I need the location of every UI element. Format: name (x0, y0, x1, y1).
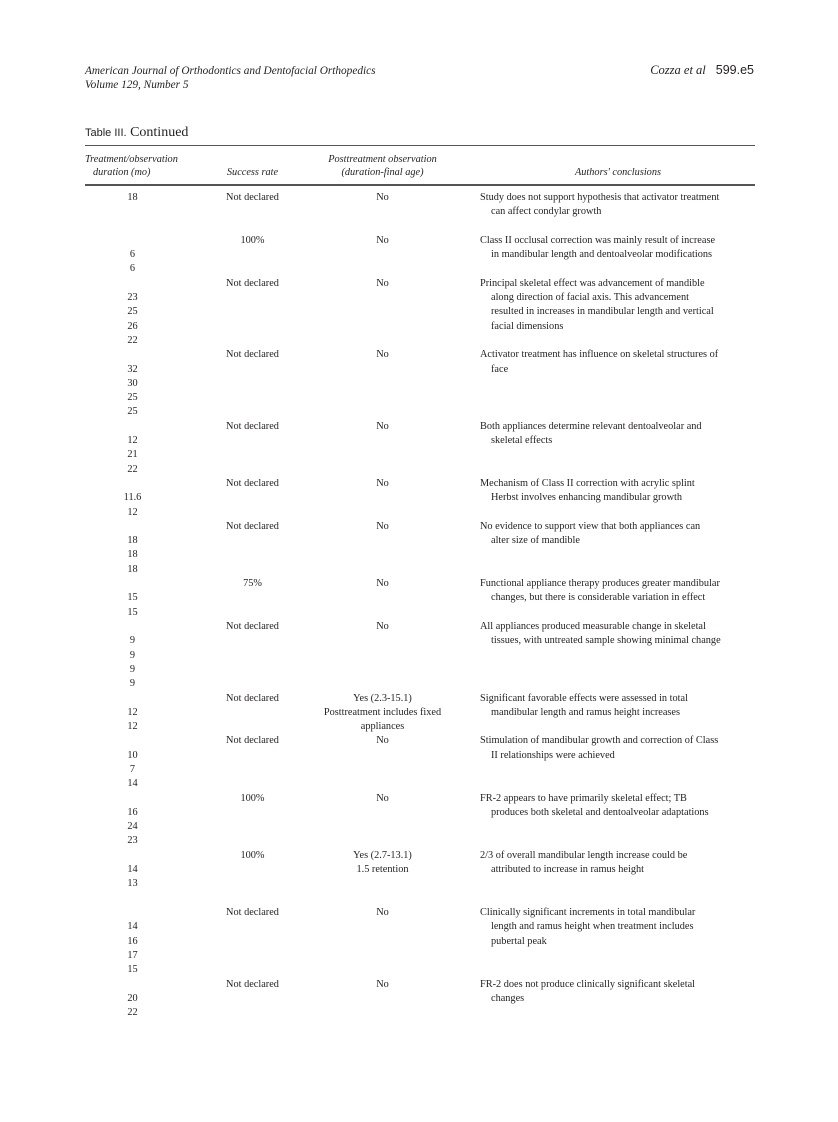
conclusion-cell (480, 420, 756, 449)
duration-value: 16 (127, 935, 138, 947)
conclusion-line: changes, but there is considerable variation in effect (491, 592, 706, 604)
success-rate-cell: Not declared (226, 192, 279, 203)
conclusion-line: produces both skeletal and dentoalveolar adaptations (491, 806, 709, 818)
conclusion-line: 2/3 of overall mandibular length increase could be (480, 849, 688, 861)
success-rate-cell: Not declared (226, 520, 279, 532)
running-header-journal (85, 64, 376, 92)
posttreatment-line: Posttreatment includes fixed (323, 706, 442, 718)
col-header-duration (85, 153, 197, 179)
duration-value: 23 (127, 835, 138, 847)
posttreatment-cell (300, 234, 465, 248)
duration-cell (85, 863, 180, 892)
conclusion-cell (480, 620, 756, 649)
running-header-right (650, 63, 754, 78)
table-title (85, 125, 188, 141)
col-header-duration-line1: Treatment/observation (85, 154, 178, 165)
duration-value: 12 (127, 706, 138, 718)
duration-value: 22 (127, 334, 138, 346)
success-rate-cell: 75% (243, 578, 262, 590)
conclusion-cell (480, 520, 756, 549)
posttreatment-line: No (376, 234, 389, 246)
posttreatment-line: No (376, 420, 389, 432)
duration-value: 25 (127, 306, 138, 318)
conclusion-cell (480, 978, 756, 1007)
col-header-post-line1: Posttreatment observation (328, 154, 437, 165)
table-label: Table III. (85, 127, 127, 139)
posttreatment-cell (300, 520, 465, 534)
success-rate-cell: 100% (240, 234, 265, 246)
duration-value: 32 (127, 363, 138, 375)
duration-value: 18 (127, 549, 138, 561)
duration-cell (85, 749, 180, 792)
duration-value: 24 (127, 821, 138, 833)
table-caption: Continued (130, 125, 189, 140)
success-rate-cell: Not declared (226, 692, 279, 704)
success-rate-cell: Not declared (226, 420, 279, 432)
posttreatment-line: appliances (360, 721, 405, 733)
duration-value: 18 (127, 192, 138, 203)
posttreatment-cell (300, 906, 465, 920)
conclusion-line: Herbst involves enhancing mandibular growth (491, 492, 683, 504)
duration-cell (85, 291, 180, 348)
conclusion-cell (480, 792, 756, 821)
posttreatment-line: No (376, 349, 389, 361)
posttreatment-line: No (376, 578, 389, 590)
conclusion-line: Activator treatment has influence on skeletal structures of (480, 349, 719, 361)
conclusion-line: mandibular length and ramus height increases (491, 706, 681, 718)
duration-cell (85, 363, 180, 420)
posttreatment-cell (300, 420, 465, 434)
duration-cell (85, 191, 180, 205)
col-header-posttreatment (300, 153, 465, 179)
posttreatment-cell (300, 477, 465, 491)
conclusion-line: along direction of facial axis. This advancement (491, 292, 689, 304)
conclusion-line: All appliances produced measurable change in skeletal (480, 621, 706, 632)
posttreatment-line: No (376, 792, 389, 804)
duration-value: 11.6 (123, 492, 142, 504)
duration-value: 25 (127, 406, 138, 418)
conclusion-line: tissues, with untreated sample showing minimal change (491, 635, 721, 647)
success-rate-cell: Not declared (226, 478, 279, 489)
journal-volume: Volume 129, Number 5 (85, 79, 189, 91)
conclusion-line: alter size of mandible (491, 535, 580, 547)
posttreatment-cell (300, 620, 465, 634)
conclusion-cell (480, 849, 756, 878)
duration-value: 14 (127, 921, 138, 933)
duration-value: 22 (127, 1007, 138, 1019)
duration-value: 13 (127, 878, 138, 890)
duration-cell (85, 634, 180, 691)
table-top-rule (85, 145, 755, 146)
duration-value: 16 (127, 806, 138, 818)
posttreatment-cell (300, 191, 465, 205)
duration-value: 15 (127, 592, 138, 604)
conclusion-cell (480, 277, 756, 334)
duration-value: 9 (129, 635, 136, 647)
conclusion-line: Mechanism of Class II correction with acrylic splint (480, 478, 695, 489)
posttreatment-line: No (376, 192, 389, 203)
conclusion-line: Both appliances determine relevant dentoalveolar and (480, 420, 702, 432)
conclusion-line: Functional appliance therapy produces greater mandibular (480, 578, 720, 590)
duration-value: 12 (127, 721, 138, 733)
conclusion-line: facial dimensions (491, 320, 564, 332)
posttreatment-cell (300, 577, 465, 591)
duration-value: 9 (129, 649, 136, 661)
conclusion-line: in mandibular length and dentoalveolar modifications (491, 249, 713, 261)
duration-cell (85, 806, 180, 849)
posttreatment-line: Yes (2.7-13.1) (353, 849, 412, 861)
posttreatment-cell (300, 734, 465, 748)
conclusion-line: attributed to increase in ramus height (491, 864, 644, 876)
success-rate-cell: Not declared (226, 621, 279, 632)
duration-value: 15 (127, 964, 138, 976)
conclusion-cell (480, 348, 756, 377)
duration-cell (85, 491, 180, 520)
conclusion-line: Class II occlusal correction was mainly result of increase (480, 234, 716, 246)
page-number: 599.e5 (715, 63, 754, 77)
conclusion-line: face (491, 363, 509, 375)
posttreatment-cell (300, 692, 465, 735)
duration-value: 6 (129, 263, 136, 275)
success-rate-cell: Not declared (226, 277, 279, 289)
duration-value: 9 (129, 678, 136, 690)
success-rate-cell: Not declared (226, 907, 279, 918)
duration-value: 23 (127, 292, 138, 304)
conclusion-line: length and ramus height when treatment includes (491, 921, 694, 933)
duration-value: 22 (127, 463, 138, 475)
success-rate-cell: 100% (240, 792, 265, 804)
conclusion-cell (480, 906, 756, 949)
conclusion-line: Clinically significant increments in total mandibular (480, 907, 696, 918)
conclusion-line: skeletal effects (491, 435, 553, 447)
posttreatment-line: 1.5 retention (356, 864, 409, 876)
table-header-rule (85, 184, 755, 186)
col-header-conclusions: Authors' conclusions (574, 167, 661, 178)
conclusion-line: can affect condylar growth (491, 206, 602, 218)
posttreatment-cell (300, 849, 465, 878)
duration-value: 7 (129, 763, 136, 775)
col-header-success: Success rate (226, 167, 279, 178)
posttreatment-cell (300, 792, 465, 806)
duration-cell (85, 706, 180, 735)
conclusion-line: changes (491, 992, 525, 1004)
conclusion-line: resulted in increases in mandibular length and vertical (491, 306, 714, 318)
duration-value: 25 (127, 392, 138, 404)
conclusion-line: No evidence to support view that both appliances can (480, 520, 701, 532)
conclusion-cell (480, 692, 756, 721)
conclusion-cell (480, 734, 756, 763)
col-header-duration-line2: duration (mo) (93, 167, 151, 178)
col-header-post-line2: (duration-final age) (341, 167, 424, 178)
duration-value: 30 (127, 377, 138, 389)
conclusion-line: Stimulation of mandibular growth and correction of Class (480, 735, 719, 747)
conclusion-line: Study does not support hypothesis that activator treatment (480, 192, 720, 203)
duration-cell (85, 591, 180, 620)
conclusion-cell (480, 577, 756, 606)
posttreatment-line: No (376, 621, 389, 632)
conclusion-line: FR-2 does not produce clinically significant skeletal (480, 978, 696, 990)
duration-value: 6 (129, 249, 136, 261)
duration-cell (85, 534, 180, 577)
posttreatment-line: No (376, 978, 389, 990)
conclusion-cell (480, 191, 756, 220)
duration-cell (85, 434, 180, 477)
posttreatment-cell (300, 277, 465, 291)
posttreatment-line: No (376, 907, 389, 918)
duration-value: 17 (127, 949, 138, 961)
success-rate-cell: Not declared (226, 978, 279, 990)
duration-value: 18 (127, 535, 138, 547)
posttreatment-line: No (376, 735, 389, 747)
duration-value: 12 (127, 435, 138, 447)
duration-value: 14 (127, 778, 138, 790)
duration-value: 10 (127, 749, 138, 761)
success-rate-cell: Not declared (226, 349, 279, 361)
conclusion-cell (480, 477, 756, 506)
duration-cell (85, 248, 180, 277)
duration-value: 21 (127, 449, 138, 461)
posttreatment-cell (300, 978, 465, 992)
posttreatment-line: No (376, 520, 389, 532)
duration-value: 14 (127, 864, 138, 876)
duration-value: 12 (127, 506, 138, 518)
journal-name: American Journal of Orthodontics and Dentofacial Orthopedics (85, 65, 376, 77)
duration-value: 15 (127, 606, 138, 618)
conclusion-line: II relationships were achieved (491, 749, 615, 761)
posttreatment-line: Yes (2.3-15.1) (353, 692, 412, 704)
duration-cell (85, 992, 180, 1021)
duration-value: 20 (127, 992, 138, 1004)
duration-value: 26 (127, 320, 138, 332)
duration-cell (85, 920, 180, 977)
conclusion-line: pubertal peak (491, 935, 547, 947)
conclusion-line: Principal skeletal effect was advancement of mandible (480, 277, 705, 289)
author-label: Cozza et al (650, 63, 706, 77)
duration-value: 9 (129, 663, 136, 675)
duration-value: 18 (127, 563, 138, 575)
conclusion-line: FR-2 appears to have primarily skeletal effect; TB (480, 792, 687, 804)
success-rate-cell: 100% (240, 849, 265, 861)
posttreatment-cell (300, 348, 465, 362)
conclusion-line: Significant favorable effects were assessed in total (480, 692, 688, 704)
success-rate-cell: Not declared (226, 735, 279, 747)
posttreatment-line: No (376, 478, 389, 489)
conclusion-cell (480, 234, 756, 263)
posttreatment-line: No (376, 277, 389, 289)
